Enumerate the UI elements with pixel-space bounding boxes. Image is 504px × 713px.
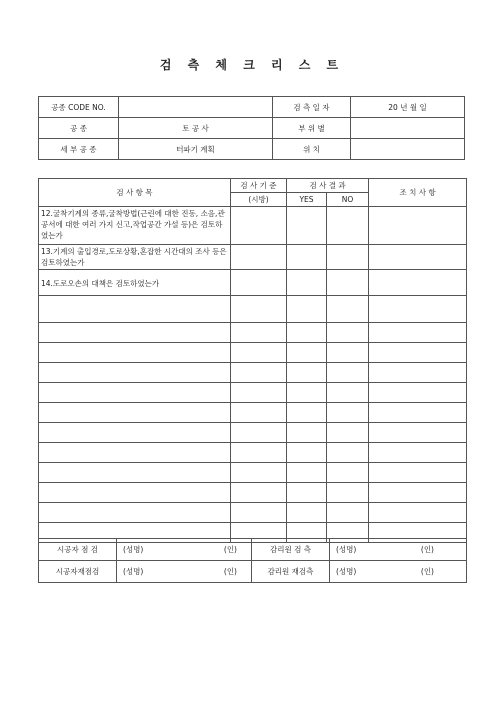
contractor-recheck-label: 시공자재점검	[39, 561, 117, 583]
yes-cell[interactable]	[287, 503, 327, 523]
name-label: (성명)	[336, 567, 357, 576]
action-cell[interactable]	[369, 207, 467, 245]
criteria-cell[interactable]	[231, 443, 287, 463]
no-cell[interactable]	[327, 463, 369, 483]
check-item[interactable]	[39, 423, 231, 443]
no-cell[interactable]	[327, 443, 369, 463]
check-item[interactable]	[39, 443, 231, 463]
seal-label: (인)	[420, 567, 434, 576]
yes-cell[interactable]	[287, 296, 327, 323]
seal-label: (인)	[223, 545, 237, 554]
criteria-cell[interactable]	[231, 245, 287, 270]
check-item[interactable]	[39, 323, 231, 343]
check-item[interactable]	[39, 463, 231, 483]
criteria-cell[interactable]	[231, 296, 287, 323]
criteria-cell[interactable]	[231, 343, 287, 363]
col-yes-header: YES	[287, 193, 327, 207]
no-cell[interactable]	[327, 245, 369, 270]
yes-cell[interactable]	[287, 323, 327, 343]
no-cell[interactable]	[327, 483, 369, 503]
no-cell[interactable]	[327, 207, 369, 245]
action-cell[interactable]	[369, 403, 467, 423]
code-label: 공종 CODE NO.	[39, 97, 119, 118]
criteria-cell[interactable]	[231, 423, 287, 443]
seal-label: (인)	[223, 567, 237, 576]
col-no-header: NO	[327, 193, 369, 207]
supervisor-recheck-sign[interactable]	[330, 561, 467, 583]
criteria-cell[interactable]	[231, 270, 287, 296]
criteria-cell[interactable]	[231, 383, 287, 403]
no-cell[interactable]	[327, 383, 369, 403]
supervisor-recheck-label: 감리원 재검측	[252, 561, 330, 583]
check-item[interactable]	[39, 296, 231, 323]
contractor-check-label: 시공자 점 검	[39, 539, 117, 561]
signature-table	[38, 538, 467, 583]
yes-cell[interactable]	[287, 270, 327, 296]
name-label: (성명)	[123, 545, 144, 554]
contractor-recheck-sign[interactable]	[117, 561, 252, 583]
action-cell[interactable]	[369, 343, 467, 363]
seal-label: (인)	[420, 545, 434, 554]
criteria-cell[interactable]	[231, 463, 287, 483]
check-item: 12.굴착기계의 종류,굴착방법(근린에 대한 진동, 소음,관공서에 대한 여러 가지 신고,작업공간 가설 등)은 검토하였는가	[39, 207, 231, 245]
yes-cell[interactable]	[287, 443, 327, 463]
col-action-header: 조 치 사 항	[369, 179, 467, 207]
no-cell[interactable]	[327, 343, 369, 363]
yes-cell[interactable]	[287, 403, 327, 423]
yes-cell[interactable]	[287, 343, 327, 363]
action-cell[interactable]	[369, 443, 467, 463]
action-cell[interactable]	[369, 296, 467, 323]
yes-cell[interactable]	[287, 245, 327, 270]
action-cell[interactable]	[369, 270, 467, 296]
date-value[interactable]: 20 년 월 일	[351, 97, 465, 118]
action-cell[interactable]	[369, 245, 467, 270]
action-cell[interactable]	[369, 363, 467, 383]
check-item[interactable]	[39, 503, 231, 523]
col-criteria-header: 검 사 기 준	[231, 179, 287, 193]
no-cell[interactable]	[327, 403, 369, 423]
check-item[interactable]	[39, 383, 231, 403]
no-cell[interactable]	[327, 503, 369, 523]
no-cell[interactable]	[327, 363, 369, 383]
check-item[interactable]	[39, 343, 231, 363]
header-table	[38, 96, 465, 160]
name-label: (성명)	[336, 545, 357, 554]
work-value[interactable]: 토 공 사	[119, 118, 273, 139]
criteria-cell[interactable]	[231, 207, 287, 245]
contractor-check-sign[interactable]	[117, 539, 252, 561]
check-item: 13.기계의 출입경로,도로상황,혼잡한 시간대의 조사 등은 검토하였는가	[39, 245, 231, 270]
part-value[interactable]	[351, 118, 465, 139]
criteria-cell[interactable]	[231, 403, 287, 423]
criteria-cell[interactable]	[231, 363, 287, 383]
date-label: 검 측 일 자	[273, 97, 351, 118]
checklist-table	[38, 178, 467, 543]
yes-cell[interactable]	[287, 423, 327, 443]
action-cell[interactable]	[369, 463, 467, 483]
action-cell[interactable]	[369, 323, 467, 343]
criteria-cell[interactable]	[231, 323, 287, 343]
action-cell[interactable]	[369, 423, 467, 443]
action-cell[interactable]	[369, 483, 467, 503]
col-result-header: 검 사 결 과	[287, 179, 369, 193]
action-cell[interactable]	[369, 383, 467, 403]
check-item[interactable]	[39, 483, 231, 503]
supervisor-check-label: 감리원 검 측	[252, 539, 330, 561]
check-item[interactable]	[39, 403, 231, 423]
col-items-header: 검 사 항 목	[39, 179, 231, 207]
yes-cell[interactable]	[287, 463, 327, 483]
work-label: 공 종	[39, 118, 119, 139]
detail-label: 세 부 공 종	[39, 139, 119, 160]
check-item[interactable]	[39, 363, 231, 383]
page-title: 검 측 체 크 리 스 트	[159, 58, 345, 72]
location-label: 위 치	[273, 139, 351, 160]
action-cell[interactable]	[369, 503, 467, 523]
yes-cell[interactable]	[287, 383, 327, 403]
supervisor-check-sign[interactable]	[330, 539, 467, 561]
no-cell[interactable]	[327, 296, 369, 323]
location-value[interactable]	[351, 139, 465, 160]
no-cell[interactable]	[327, 323, 369, 343]
code-value[interactable]	[119, 97, 273, 118]
criteria-cell[interactable]	[231, 483, 287, 503]
detail-value[interactable]: 터파기 계획	[119, 139, 273, 160]
col-criteria-sub: (시방)	[231, 193, 287, 207]
no-cell[interactable]	[327, 270, 369, 296]
yes-cell[interactable]	[287, 207, 327, 245]
yes-cell[interactable]	[287, 483, 327, 503]
part-label: 부 위 별	[273, 118, 351, 139]
criteria-cell[interactable]	[231, 503, 287, 523]
name-label: (성명)	[123, 567, 144, 576]
yes-cell[interactable]	[287, 363, 327, 383]
check-item: 14.도로오손의 대책은 검토하였는가	[39, 270, 231, 296]
no-cell[interactable]	[327, 423, 369, 443]
